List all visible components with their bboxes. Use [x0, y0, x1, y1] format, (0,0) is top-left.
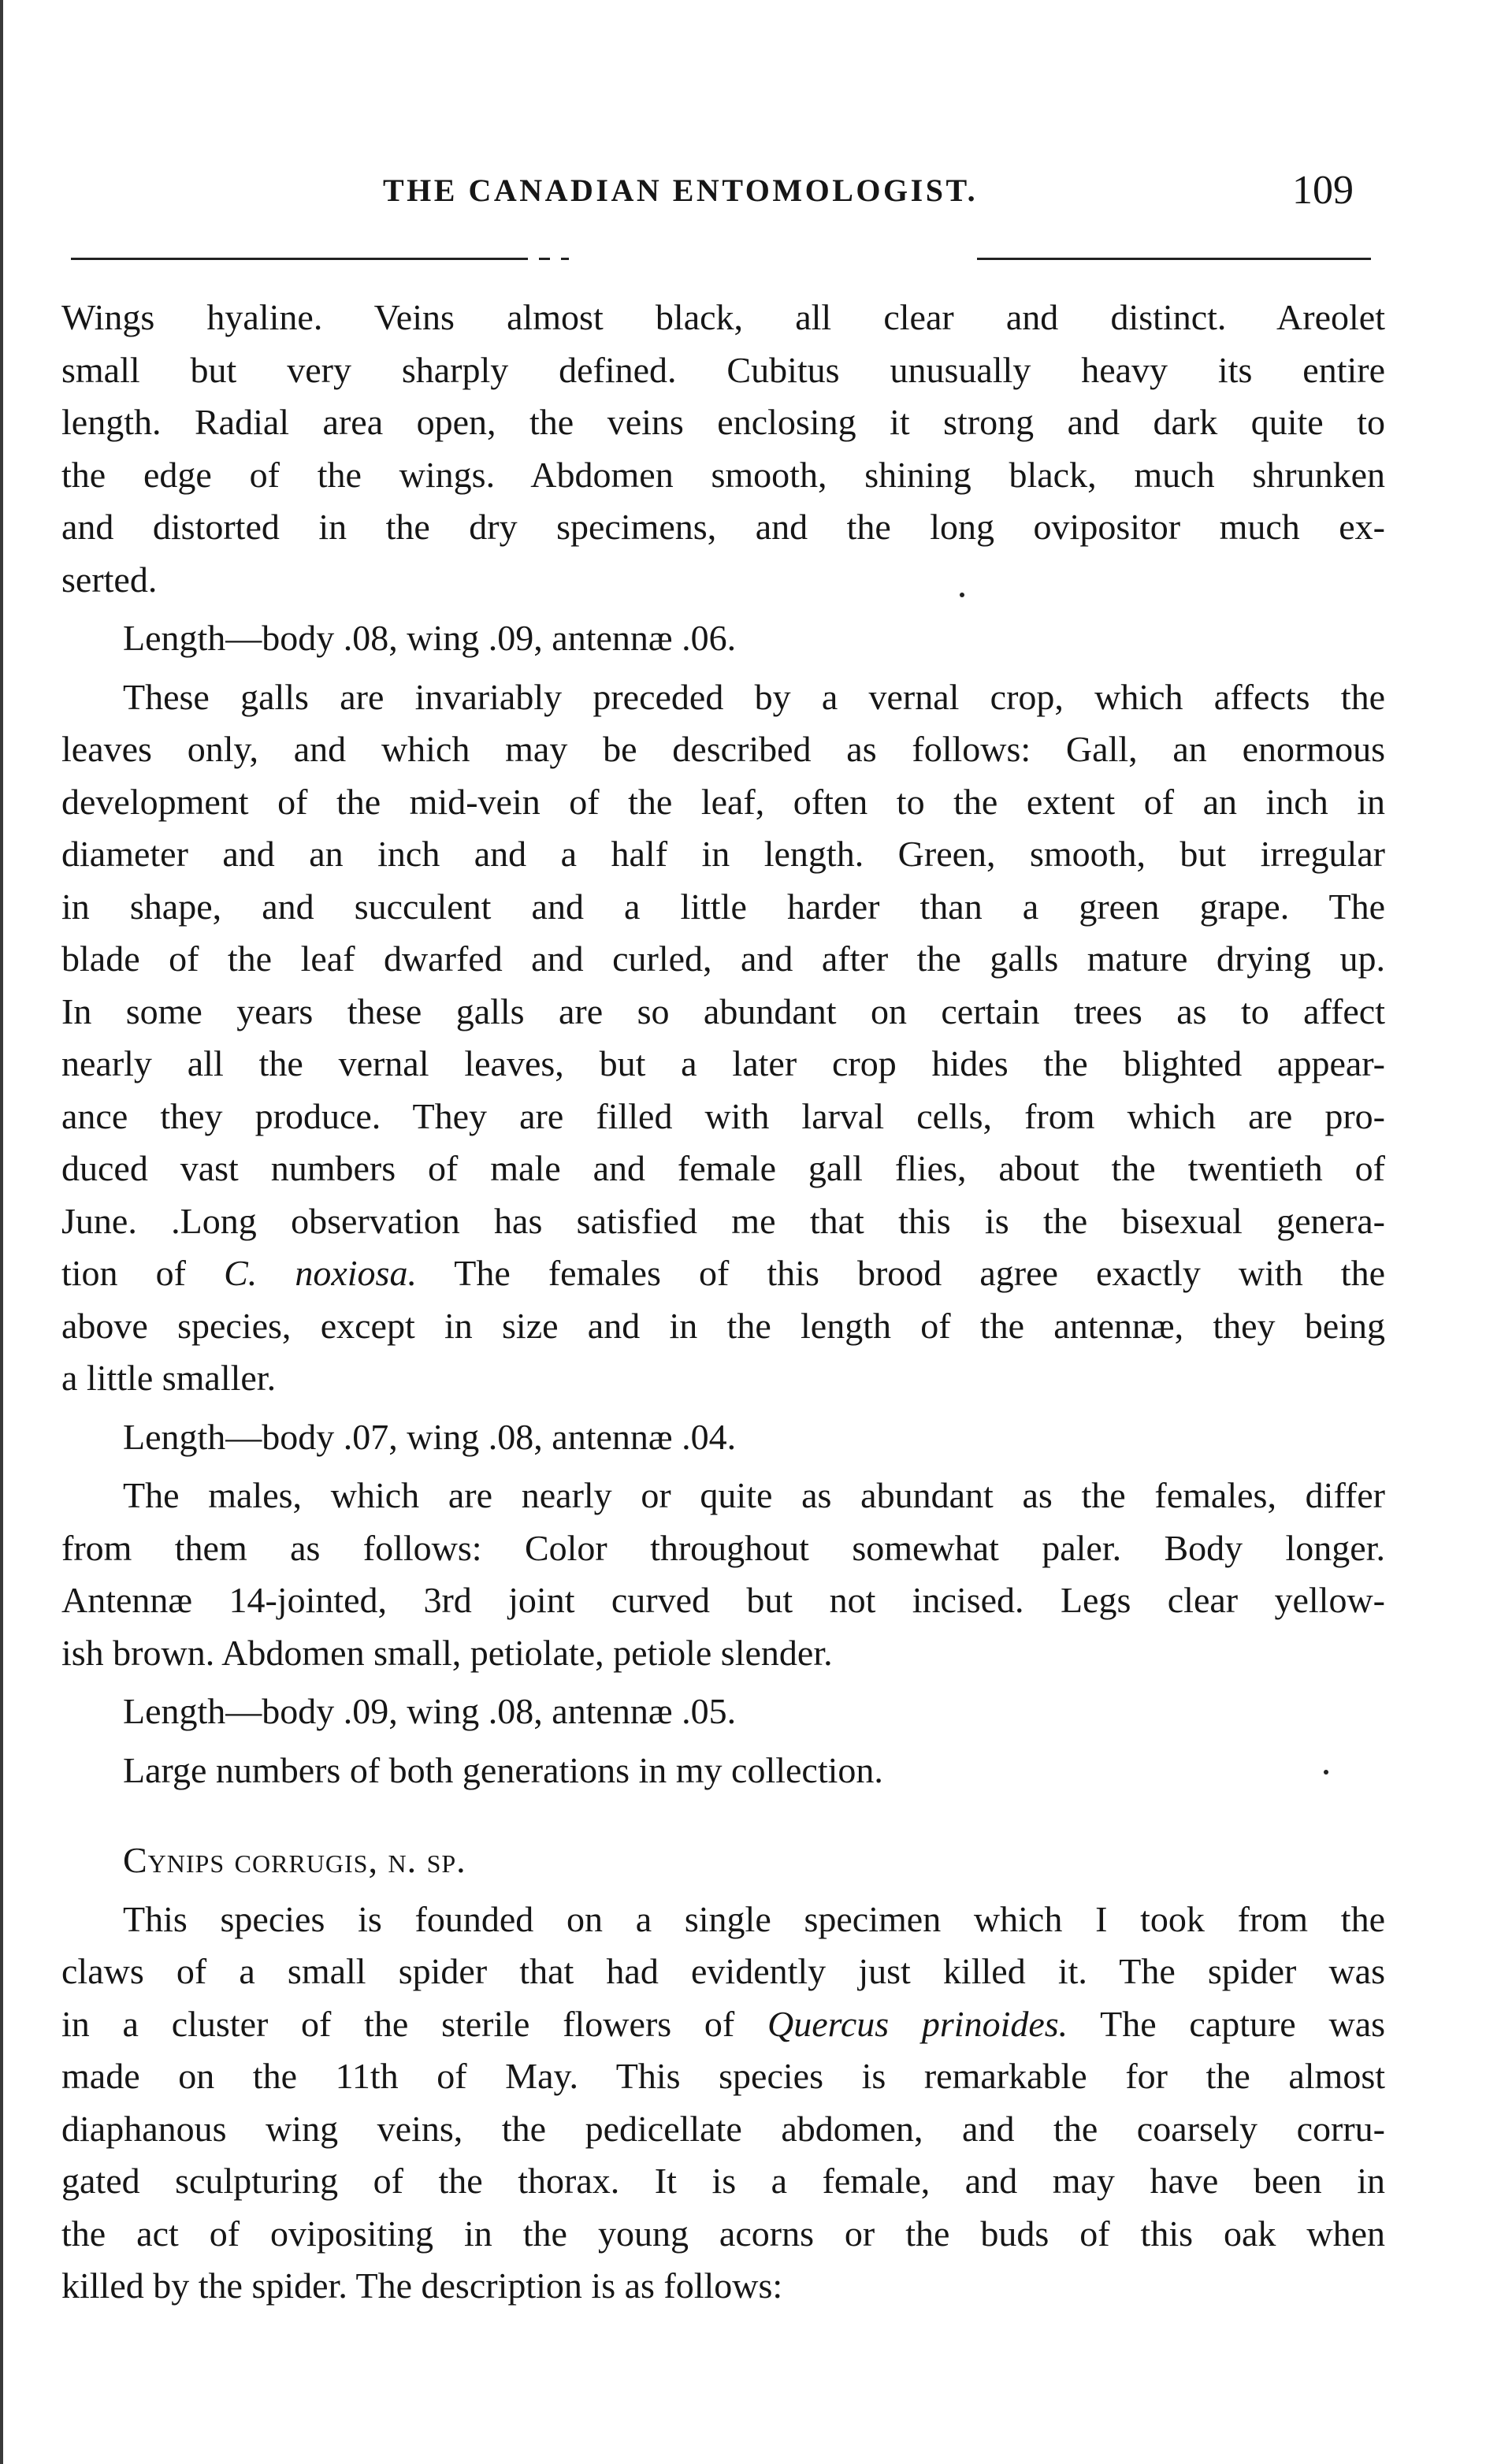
text-line: Cynips corrugis, n. sp.	[123, 1840, 466, 1880]
text-line: ance they produce. They are filled with larval cells, from which are pro-	[61, 1095, 1385, 1136]
text-line: tion of C. noxiosa. The females of this brood agree exactly with the	[61, 1253, 1385, 1293]
page-header	[0, 168, 1486, 227]
text-line: These galls are invariably preceded by a vernal crop, which affects the	[123, 676, 1385, 717]
page-edge-shadow	[0, 0, 3, 2464]
text-line: Length—body .09, wing .08, antennæ .05.	[123, 1691, 737, 1731]
text-line: a little smaller.	[61, 1358, 277, 1398]
text-line: serted.	[61, 559, 158, 600]
text-line: duced vast numbers of male and female gall flies, about the twentieth of	[61, 1148, 1385, 1188]
text-line: The males, which are nearly or quite as abundant as the females, differ	[123, 1475, 1385, 1515]
text-line: Wings hyaline. Veins almost black, all clear and distinct. Areolet	[61, 297, 1385, 337]
text-line: length. Radial area open, the veins enclosing it strong and dark quite to	[61, 402, 1385, 442]
text-line: the act of ovipositing in the young acorns or the buds of this oak when	[61, 2213, 1385, 2254]
running-title: THE CANADIAN ENTOMOLOGIST.	[383, 173, 979, 208]
text-line: diameter and an inch and a half in length. Green, smooth, but irregular	[61, 834, 1385, 874]
page-number: 109	[1292, 168, 1354, 213]
text-line: from them as follows: Color throughout somewhat paler. Body longer.	[61, 1527, 1385, 1568]
header-rule-dash	[561, 258, 569, 260]
text-line: and distorted in the dry specimens, and the long ovipositor much ex-	[61, 507, 1385, 547]
text-line: in shape, and succulent and a little harder than a green grape. The	[61, 886, 1385, 927]
text-line: In some years these galls are so abundant on certain trees as to affect	[61, 990, 1385, 1031]
header-rule-left	[71, 258, 528, 260]
text-line: claws of a small spider that had evidently just killed it. The spider was	[61, 1951, 1385, 1991]
text-line: June. .Long observation has satisfied me that this is the bisexual genera-	[61, 1200, 1385, 1241]
text-line: Large numbers of both generations in my collection.	[123, 1749, 883, 1790]
body-text	[61, 292, 1385, 2313]
text-line: diaphanous wing veins, the pedicellate abdomen, and the coarsely corru-	[61, 2108, 1385, 2149]
text-line: This species is founded on a single specimen which I took from the	[123, 1898, 1385, 1939]
text-line: Length—body .07, wing .08, antennæ .04.	[123, 1416, 737, 1457]
text-line: ish brown. Abdomen small, petiolate, petiole slender.	[61, 1632, 833, 1673]
text-line: gated sculpturing of the thorax. It is a female, and may have been in	[61, 2161, 1385, 2201]
text-line: in a cluster of the sterile flowers of Quercus prinoides. The capture was	[61, 2003, 1386, 2044]
text-line: the edge of the wings. Abdomen smooth, shining black, much shrunken	[61, 454, 1385, 495]
text-line: Antennæ 14-jointed, 3rd joint curved but not incised. Legs clear yellow-	[61, 1580, 1385, 1620]
text-line: made on the 11th of May. This species is remarkable for the almost	[61, 2056, 1385, 2096]
header-rule-right	[977, 258, 1371, 260]
text-line: killed by the spider. The description is as follows:	[61, 2265, 783, 2306]
text-line: development of the mid-vein of the leaf, often to the extent of an inch in	[61, 781, 1385, 822]
text-line: small but very sharply defined. Cubitus unusually heavy its entire	[61, 349, 1385, 390]
text-line: leaves only, and which may be described as follows: Gall, an enormous	[61, 729, 1385, 769]
text-line: above species, except in size and in the length of the antennæ, they being	[61, 1305, 1385, 1346]
text-line: blade of the leaf dwarfed and curled, and after the galls mature drying up.	[61, 938, 1385, 979]
print-speck	[1324, 1770, 1328, 1775]
text-line: nearly all the vernal leaves, but a later crop hides the blighted appear-	[61, 1043, 1385, 1083]
text-line: Length—body .08, wing .09, antennæ .06.	[123, 618, 737, 658]
header-rule-dash	[539, 258, 550, 260]
print-speck	[960, 593, 964, 597]
